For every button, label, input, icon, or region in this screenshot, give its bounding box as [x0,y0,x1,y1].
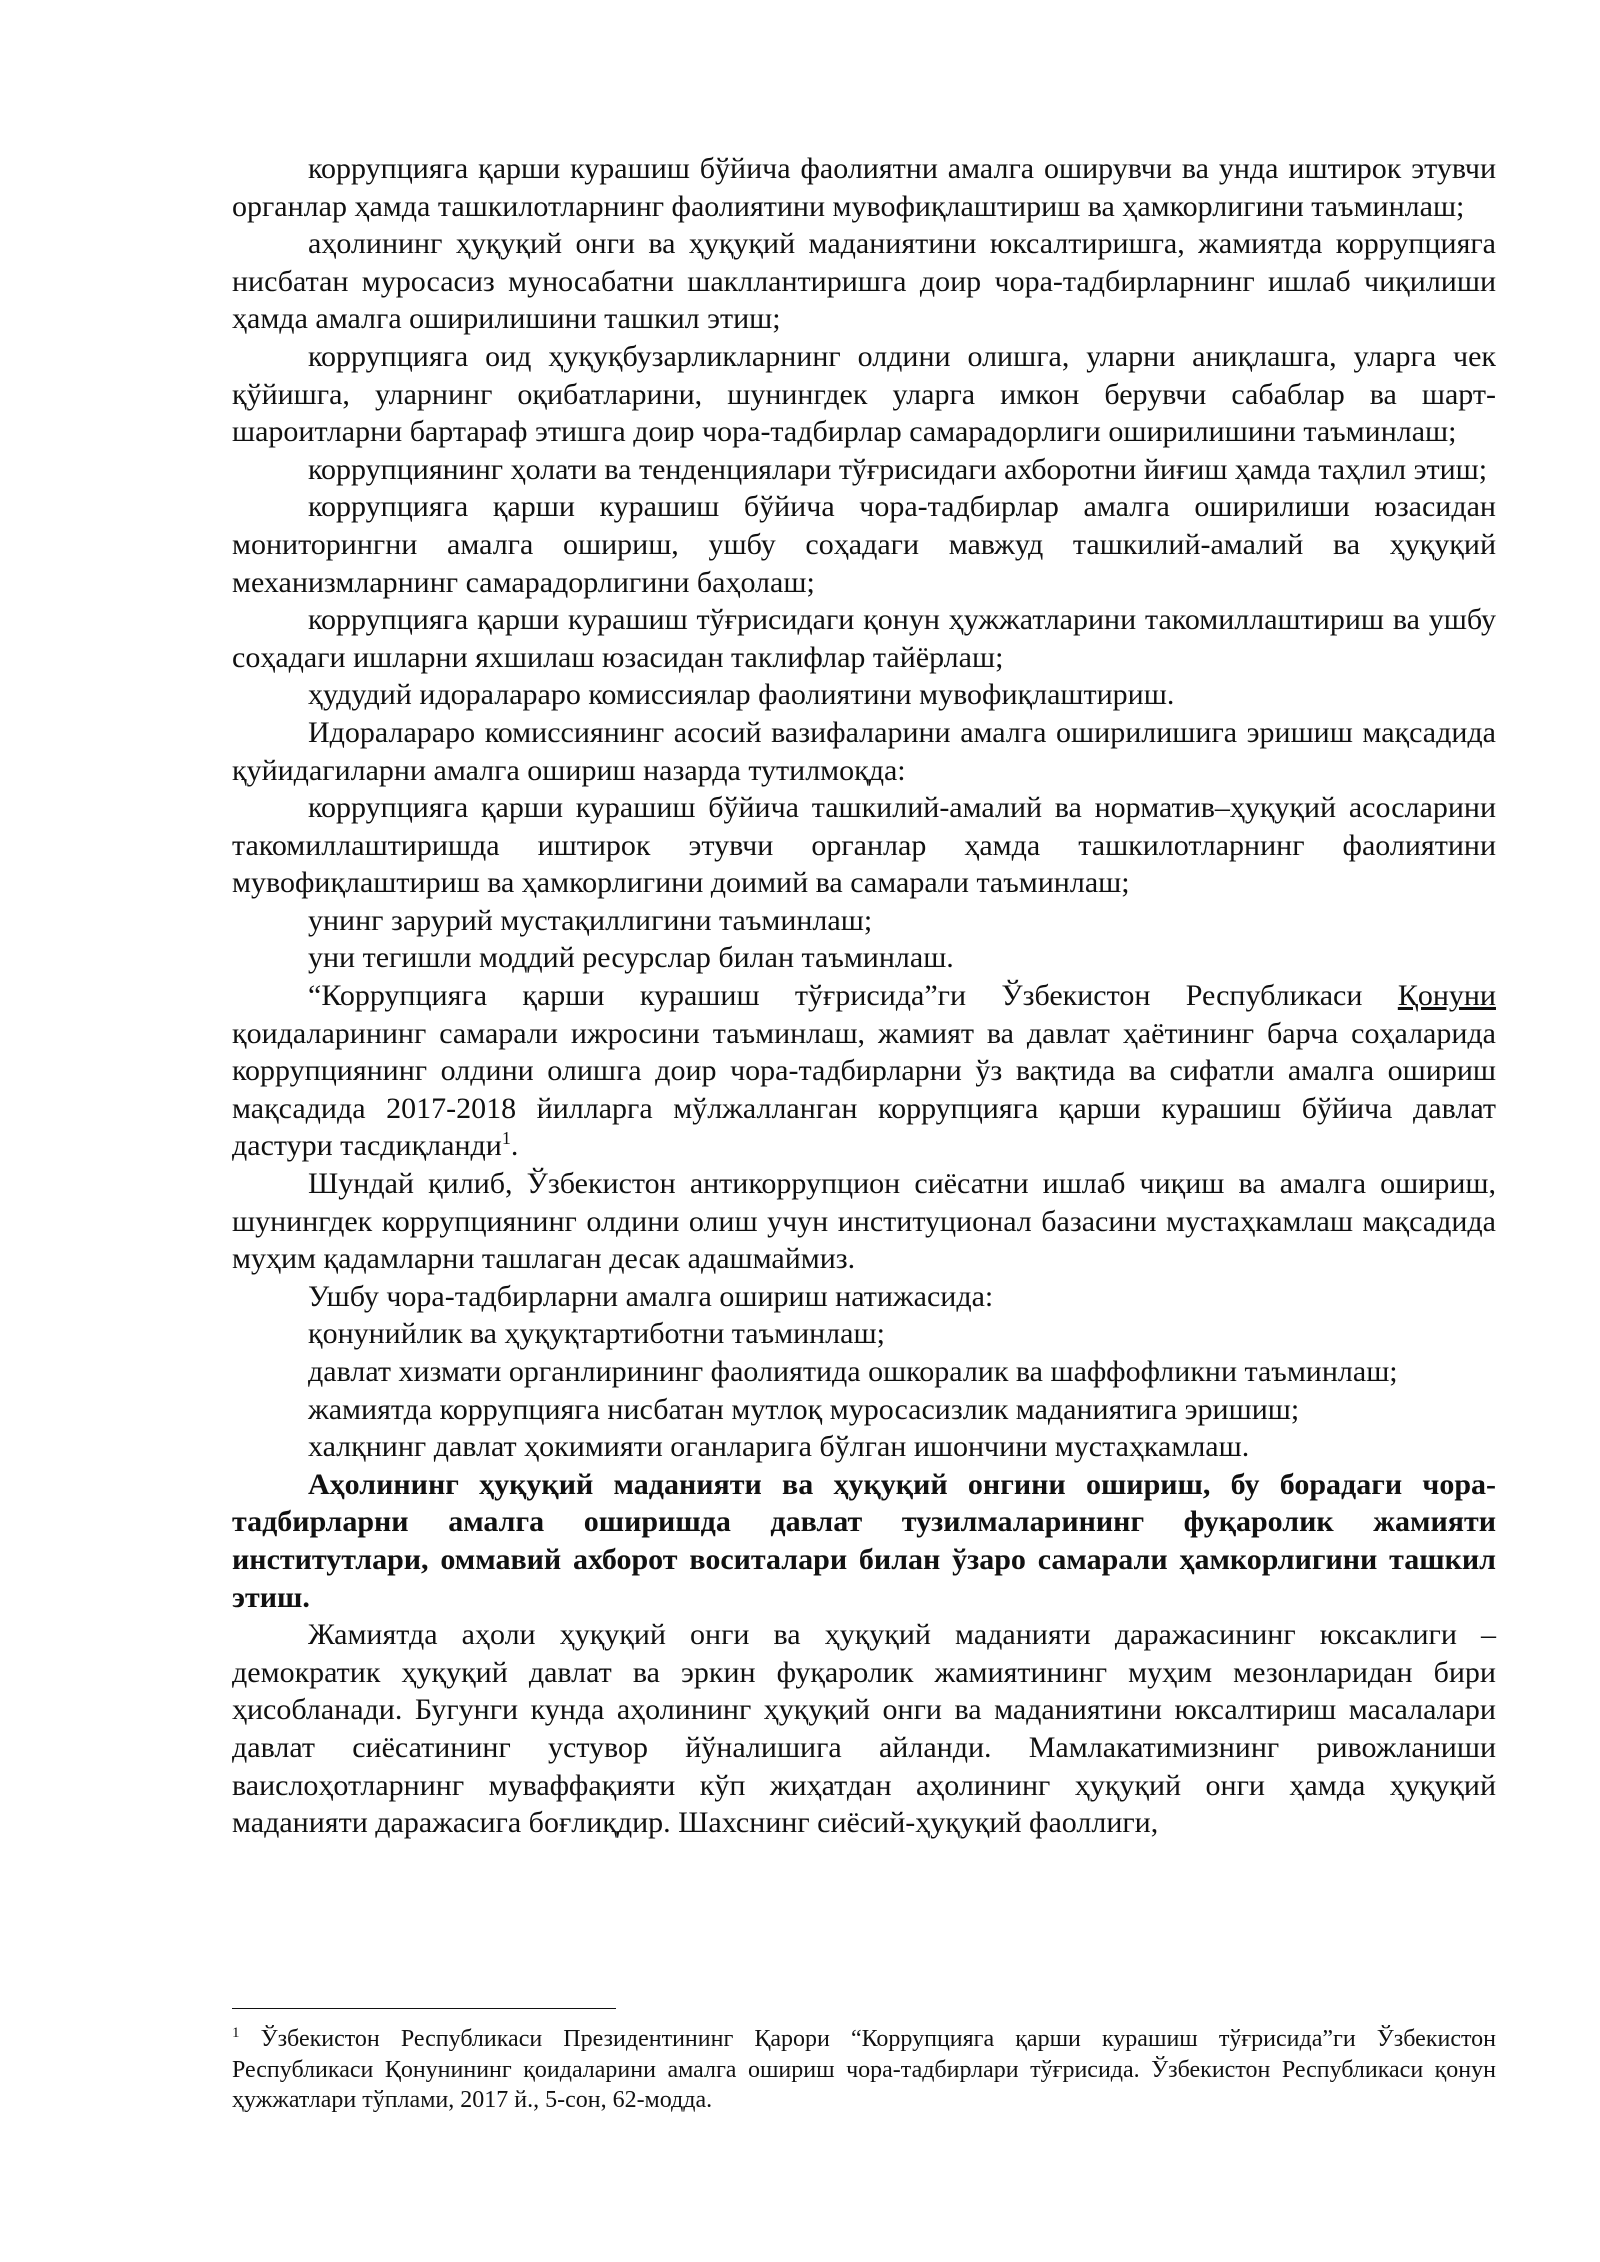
section-heading: Аҳолининг ҳуқуқий маданияти ва ҳуқуқий онгини ошириш, бу борадаги чора-тадбирларни амалга оширишда давлат тузилмаларининг фуқаролик жамияти институтлари, оммавий ахборот воситалари билан ўзаро самарали ҳамкорлигини ташкил этиш. [232,1467,1496,1614]
list-item: жамиятда коррупцияга нисбатан мутлоқ муросасизлик маданиятига эришиш; [308,1392,1300,1426]
list-item: халқнинг давлат ҳокимияти оганларига бўлган ишончини мустаҳкамлаш. [308,1430,1250,1464]
list-item: коррупцияга қарши курашиш тўғрисидаги қонун ҳужжатларини такомиллаштириш ва ушбу соҳадаги ишларни яхшилаш юзасидан таклифлар тайёрлаш; [232,603,1496,674]
law-paragraph [232,977,1496,1165]
list-item: коррупцияга қарши курашиш бўйича ташкилий-амалий ва норматив–ҳуқуқий асосларини такомиллаштиришда иштирок этувчи органлар ҳамда ташкилотларнинг фаолиятини мувофиқлаштириш ва ҳамкорлигини доимий ва самарали таъминлаш; [232,791,1496,900]
law-paragraph-end: . [510,1129,519,1163]
list-item: коррупцияга қарши курашиш бўйича фаолиятни амалга оширувчи ва унда иштирок этувчи органлар ҳамда ташкилотларнинг фаолиятини мувофиқлаштириш ва ҳамкорлигини таъминлаш; [232,152,1496,223]
footnote-number: 1 [232,2025,240,2041]
list-item: коррупцияга оид ҳуқуқбузарликларнинг олдини олишга, уларни аниқлашга, уларга чек қўйишга, уларнинг оқибатларини, шунингдек уларга имкон берувчи сабаблар ва шарт-шароитларни бартараф этишга доир чора-тадбирлар самарадорлиги оширилишини таъминлаш; [232,339,1496,449]
document-page [232,150,1496,1842]
list-item: коррупцияга қарши курашиш бўйича чора-тадбирлар амалга оширилиши юзасидан мониторингни амалга ошириш, ушбу соҳадаги мавжуд ташкилий-амалий ва ҳуқуқий механизмларнинг самарадорлигини баҳолаш; [232,490,1496,599]
footnote-separator [232,2008,616,2009]
list-item: коррупциянинг ҳолати ва тенденциялари тўғрисидаги ахборотни йиғиш ҳамда таҳлил этиш; [308,452,1488,486]
footnote-text: Ўзбекистон Республикаси Президентининг Қарори “Коррупцияга қарши курашиш тўғрисида”ги Ўзбекистон Республикаси Қонунининг қоидаларини амалга ошириш чора-тадбирлари тўғрисида. Ўзбекистон Республикаси қонун ҳужжатлари тўплами, 2017 й., 5-сон, 62-модда. [232,2026,1496,2113]
body-paragraph: Ушбу чора-тадбирларни амалга ошириш натижасида: [308,1279,994,1313]
body-paragraph: Шундай қилиб, Ўзбекистон антикоррупцион сиёсатни ишлаб чиқиш ва амалга ошириш, шунингдек коррупциянинг олдини олиш учун институционал базасини мустаҳкамлаш мақсадида муҳим қадамларни ташлаган десак адашмаймиз. [232,1167,1496,1276]
list-item: аҳолининг ҳуқуқий онги ва ҳуқуқий маданиятини юксалтиришга, жамиятда коррупцияга нисбатан муросасиз муносабатни шакллантиришга доир чора-тадбирларнинг ишлаб чиқилиши ҳамда амалга оширилишини ташкил этиш; [232,227,1496,336]
law-link[interactable]: Қонуни [1397,979,1496,1013]
body-paragraph: Жамиятда аҳоли ҳуқуқий онги ва ҳуқуқий маданияти даражасининг юксаклиги – демократик ҳуқуқий давлат ва эркин фуқаролик жамиятининг муҳим мезонларидан бири ҳисобланади. Бугунги кунда аҳолининг ҳуқуқий онги ва маданиятини юксалтириш масалалари давлат сиёсатининг устувор йўналишига айланди. Мамлакатимизнинг ривожланиши ваислоҳотларнинг муваффақияти кўп жиҳатдан аҳолининг ҳуқуқий онги ҳамда ҳуқуқий маданияти даражасига боғлиқдир. Шахснинг сиёсий-ҳуқуқий фаоллиги, [232,1618,1496,1840]
list-item: уни тегишли моддий ресурслар билан таъминлаш. [308,941,954,975]
list-item: унинг зарурий мустақиллигини таъминлаш; [308,903,873,937]
list-item: ҳудудий идоралараро комиссиялар фаолиятини мувофиқлаштириш. [308,678,1175,712]
body-paragraph: Идоралараро комиссиянинг асосий вазифаларини амалга оширилишига эришиш мақсадида қуйидагиларни амалга ошириш назарда тутилмоқда: [232,715,1496,787]
law-paragraph-text: қоидаларининг самарали ижросини таъминлаш, жамият ва давлат ҳаётининг барча соҳаларида коррупциянинг олдини олишга доир чора-тадбирларни ўз вақтида ва сифатли амалга ошириш мақсадида 2017-2018 йилларга мўлжалланган коррупцияга қарши курашиш бўйича давлат дастури тасдиқланди [232,1016,1496,1163]
footnote [232,2024,1496,2116]
law-paragraph-text: “Коррупцияга қарши курашиш тўғрисида”ги Ўзбекистон Республикаси [308,979,1398,1013]
document-body [232,150,1496,1842]
list-item: қонунийлик ва ҳуқуқтартиботни таъминлаш; [308,1317,885,1351]
list-item: давлат хизмати органлирининг фаолиятида ошкоралик ва шаффофликни таъминлаш; [308,1355,1398,1388]
footnote-reference[interactable]: 1 [501,1128,511,1149]
